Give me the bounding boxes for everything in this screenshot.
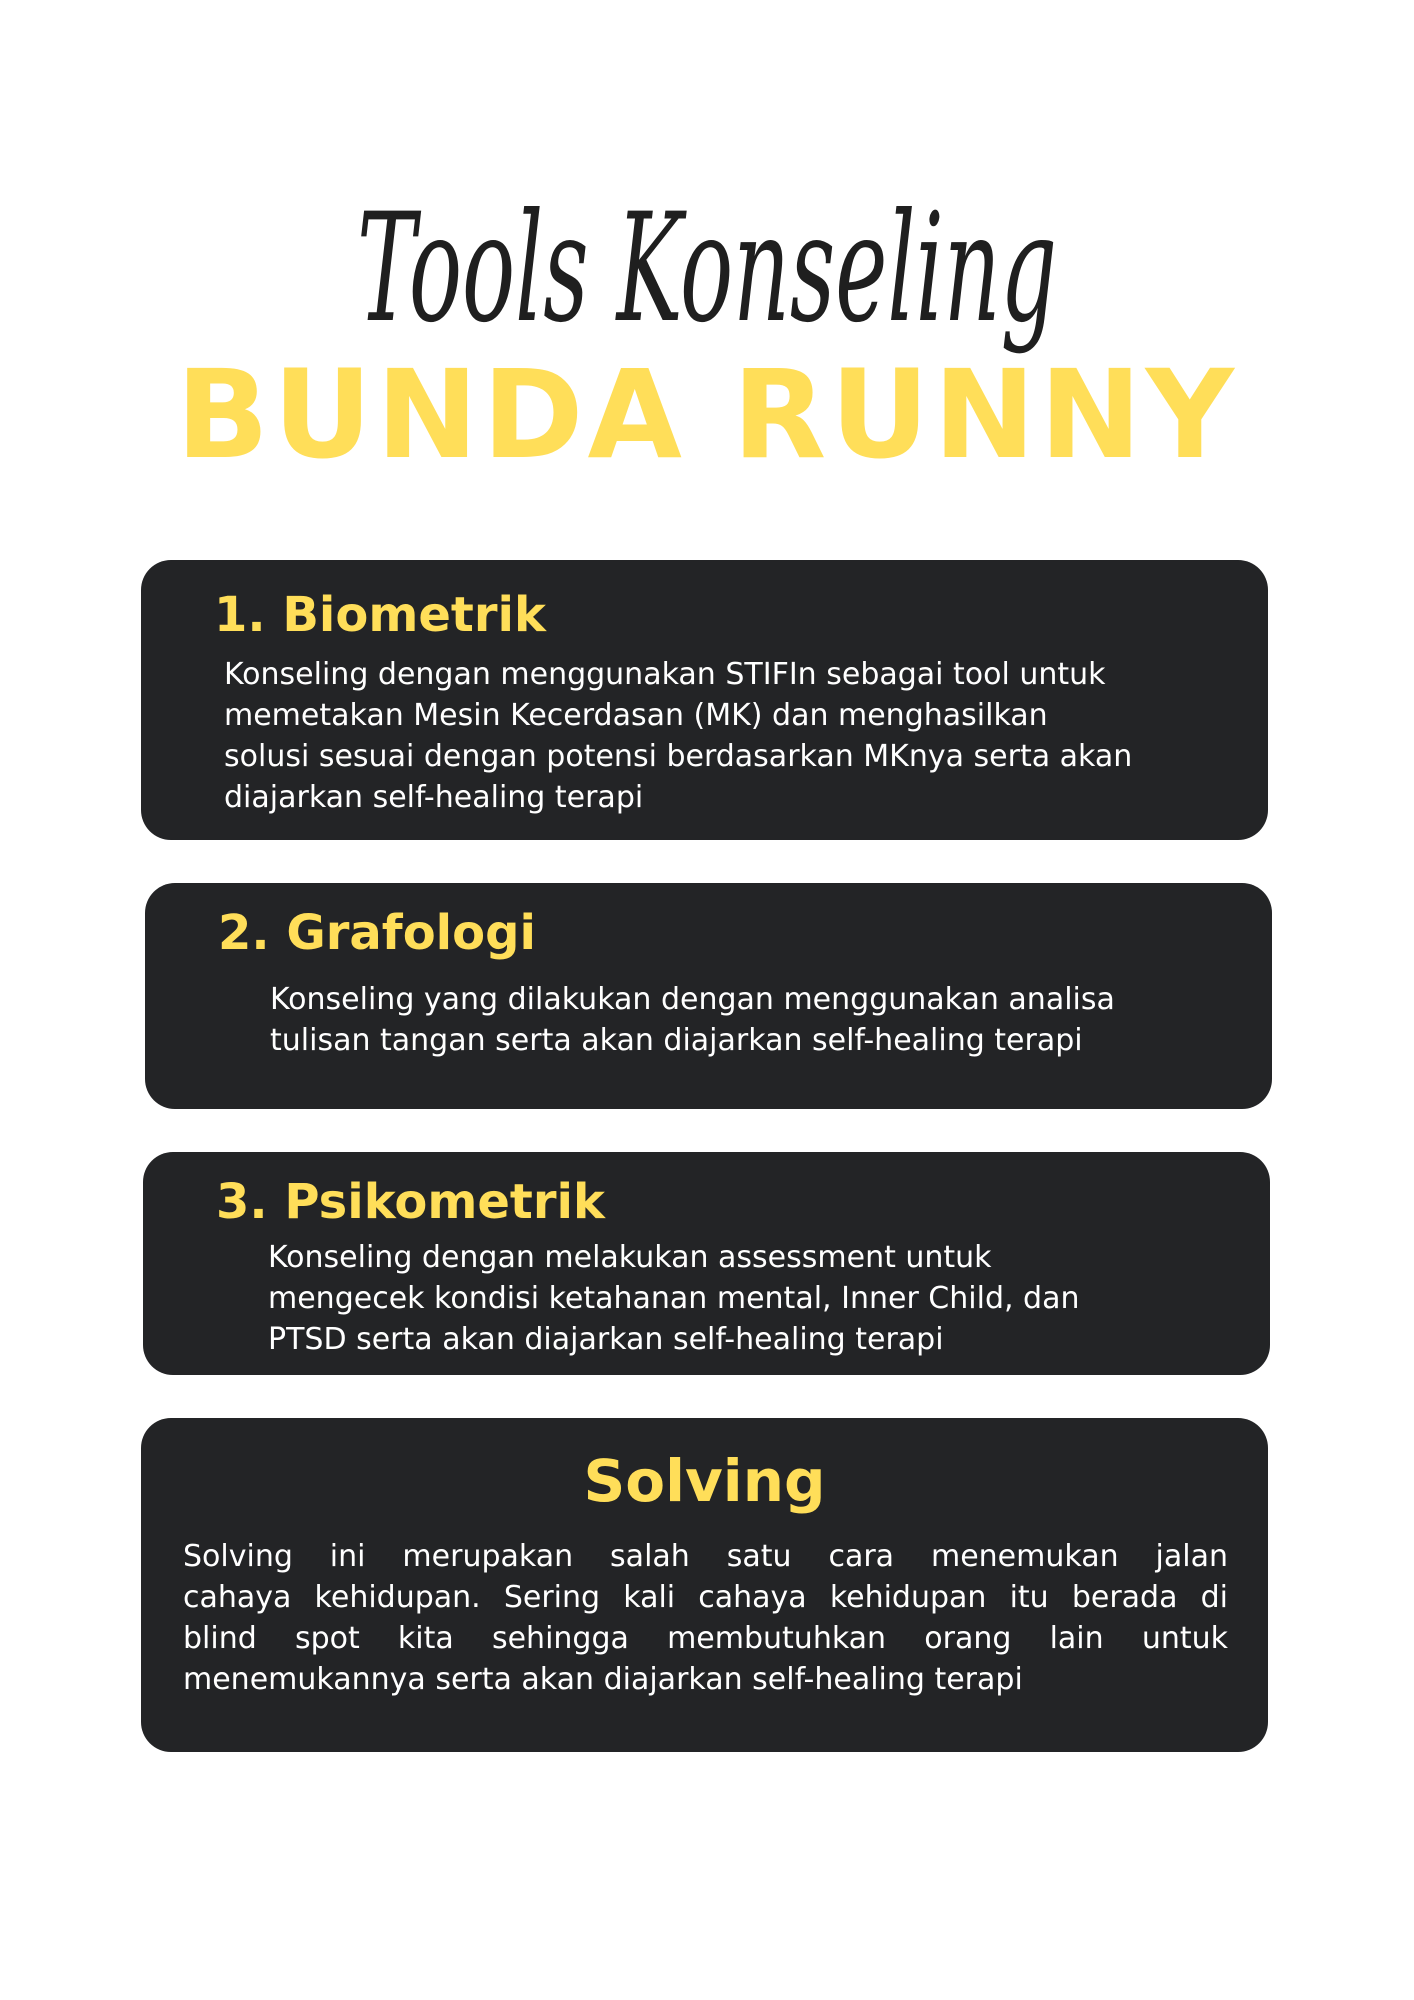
card-title: 3. Psikometrik	[216, 1174, 605, 1230]
card-psikometrik	[143, 1152, 1270, 1375]
description-line: memetakan Mesin Kecerdasan (MK) dan menghasilkan	[224, 698, 1048, 733]
script-title-text: Tools Konseling	[357, 182, 1057, 356]
description-line: diajarkan self-healing terapi	[224, 780, 644, 815]
card-description	[268, 1237, 1228, 1360]
card-biometrik	[141, 560, 1268, 840]
card-description	[270, 979, 1230, 1061]
description-line: menemukannya serta akan diajarkan self-healing terapi	[183, 1662, 1023, 1697]
card-description	[224, 654, 1234, 818]
card-title: 2. Grafologi	[218, 905, 536, 961]
card-grafologi	[145, 883, 1272, 1109]
description-line: cahaya kehidupan. Sering kali cahaya kehidupan itu berada di	[183, 1580, 1228, 1615]
description-line: tulisan tangan serta akan diajarkan self-healing terapi	[270, 1023, 1083, 1058]
description-line: mengecek kondisi ketahanan mental, Inner Child, dan	[268, 1281, 1080, 1316]
description-line: solusi sesuai dengan potensi berdasarkan MKnya serta akan	[224, 739, 1133, 774]
description-line: blind spot kita sehingga membutuhkan orang lain untuk	[183, 1621, 1228, 1656]
card-solving	[141, 1418, 1268, 1752]
card-title: Solving	[583, 1447, 826, 1515]
description-line: Solving ini merupakan salah satu cara menemukan jalan	[183, 1539, 1228, 1574]
description-line: Konseling yang dilakukan dengan menggunakan analisa	[270, 982, 1115, 1017]
description-line: Konseling dengan menggunakan STIFIn sebagai tool untuk	[224, 657, 1106, 692]
description-line: PTSD serta akan diajarkan self-healing terapi	[268, 1322, 944, 1357]
main-title: BUNDA RUNNY	[176, 344, 1238, 486]
card-description	[183, 1536, 1228, 1700]
card-title: 1. Biometrik	[214, 587, 546, 643]
description-line: Konseling dengan melakukan assessment untuk	[268, 1240, 992, 1275]
